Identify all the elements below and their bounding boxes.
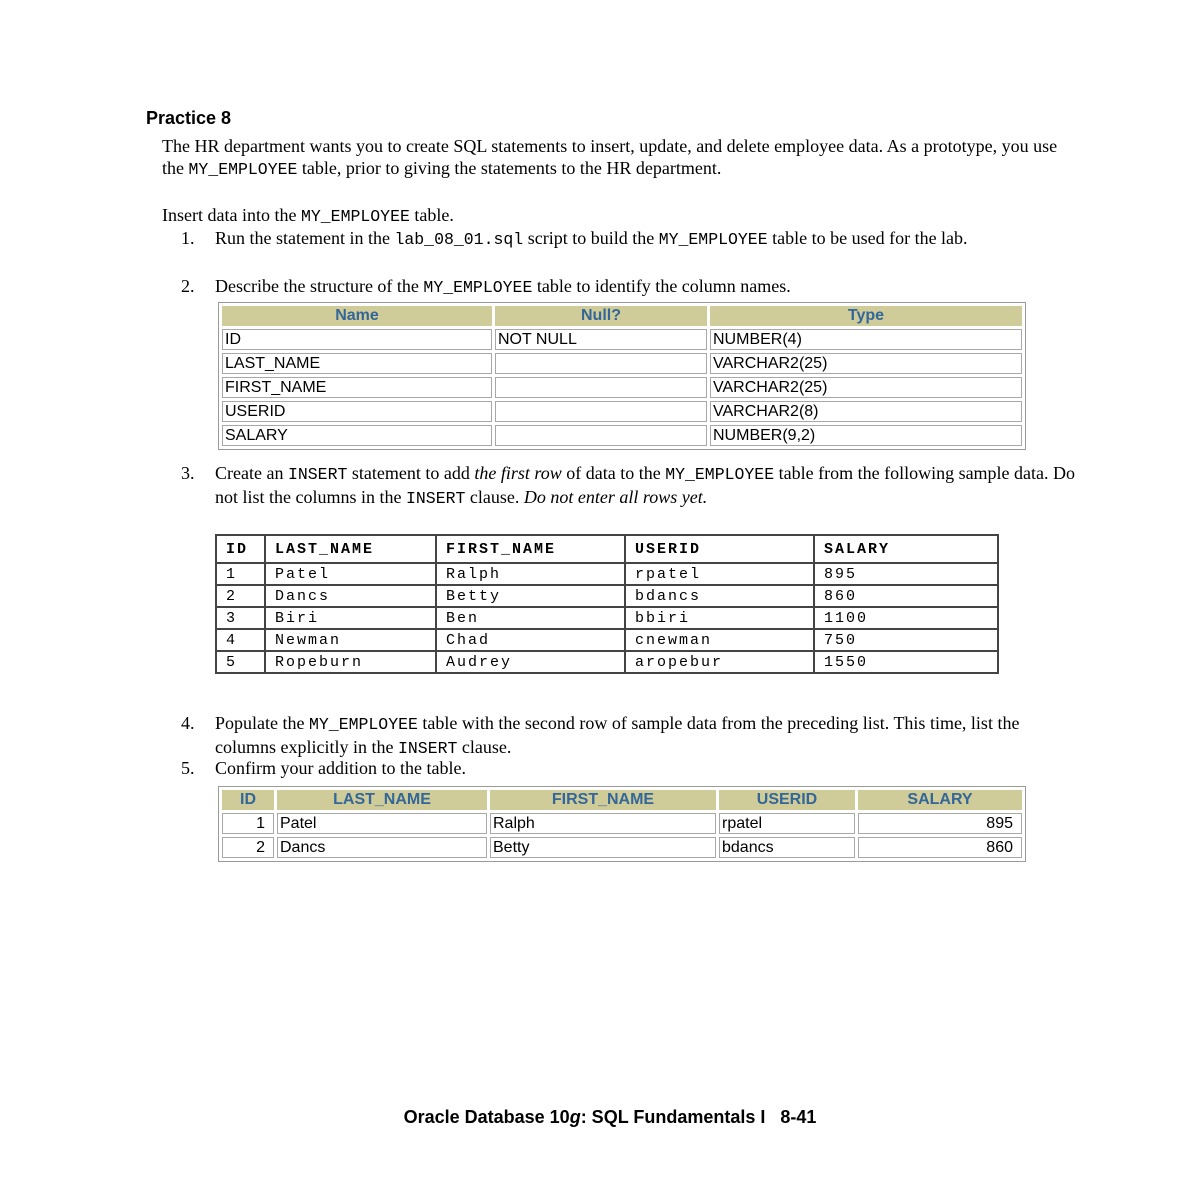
- column-header: LAST_NAME: [277, 790, 487, 810]
- column-header: ID: [216, 535, 265, 563]
- item-code: MY_EMPLOYEE: [665, 465, 775, 484]
- intro-code: MY_EMPLOYEE: [188, 160, 298, 179]
- table-cell: 1100: [814, 607, 998, 629]
- table-cell: Dancs: [265, 585, 436, 607]
- table-cell: rpatel: [625, 563, 814, 585]
- item-emphasis: the first row: [474, 463, 562, 483]
- insert-intro-code: MY_EMPLOYEE: [300, 207, 410, 226]
- item-text: clause.: [465, 487, 524, 507]
- column-header: SALARY: [858, 790, 1022, 810]
- table-row: [216, 563, 998, 585]
- table-row: [222, 329, 1022, 350]
- list-item-5: [215, 757, 1080, 779]
- item-text: of data to the: [561, 463, 666, 483]
- table-cell: Patel: [277, 813, 487, 834]
- list-item-1: [215, 227, 1080, 251]
- table-row: [222, 425, 1022, 446]
- table-cell: Patel: [265, 563, 436, 585]
- table-cell: Chad: [436, 629, 625, 651]
- table-cell: VARCHAR2(8): [710, 401, 1022, 422]
- column-header: Type: [710, 306, 1022, 326]
- intro-text: The HR department wants you to create SQL statements to insert, update, and delete employee data. As a prototype, you use the: [162, 136, 1058, 178]
- item-code: INSERT: [406, 489, 466, 508]
- column-header: Null?: [495, 306, 707, 326]
- table-cell: LAST_NAME: [222, 353, 492, 374]
- item-text: table to identify the column names.: [532, 276, 791, 296]
- table-cell: bdancs: [719, 837, 855, 858]
- table-cell: cnewman: [625, 629, 814, 651]
- result-table: [218, 786, 1026, 862]
- item-emphasis: Do not enter all rows yet.: [523, 487, 708, 507]
- table-cell: Betty: [436, 585, 625, 607]
- table-cell: Newman: [265, 629, 436, 651]
- table-row: [222, 401, 1022, 422]
- table-row: [222, 353, 1022, 374]
- table-cell: 2: [216, 585, 265, 607]
- table-cell: Betty: [490, 837, 716, 858]
- table-cell: aropebur: [625, 651, 814, 673]
- table-cell: 2: [222, 837, 274, 858]
- table-cell: 860: [814, 585, 998, 607]
- column-header: USERID: [719, 790, 855, 810]
- item-text: Describe the structure of the: [215, 276, 424, 296]
- list-item-2: [215, 275, 1080, 299]
- page-footer: [0, 1107, 1200, 1128]
- item-text: clause.: [457, 737, 512, 757]
- item-text: statement to add: [347, 463, 475, 483]
- sample-data-table: [215, 534, 999, 674]
- table-row: [222, 837, 1022, 858]
- table-cell: 4: [216, 629, 265, 651]
- table-header-row: [222, 306, 1022, 326]
- table-row: [216, 585, 998, 607]
- footer-emphasis: g: [569, 1107, 581, 1127]
- item-text: Confirm your addition to the table.: [215, 758, 466, 778]
- table-cell: 750: [814, 629, 998, 651]
- item-number-1: 1.: [181, 228, 195, 248]
- table-cell: Audrey: [436, 651, 625, 673]
- table-cell: FIRST_NAME: [222, 377, 492, 398]
- page-title: Practice 8: [146, 108, 232, 128]
- footer-text-end: : SQL Fundamentals I 8-41: [580, 1107, 817, 1127]
- table-cell: USERID: [222, 401, 492, 422]
- table-cell: [495, 377, 707, 398]
- item-text: script to build the: [523, 228, 659, 248]
- table-cell: bdancs: [625, 585, 814, 607]
- table-cell: 3: [216, 607, 265, 629]
- table-cell: 895: [858, 813, 1022, 834]
- table-cell: NOT NULL: [495, 329, 707, 350]
- table-row: [222, 377, 1022, 398]
- column-header: USERID: [625, 535, 814, 563]
- item-code: MY_EMPLOYEE: [423, 278, 533, 297]
- table-cell: Ralph: [436, 563, 625, 585]
- table-cell: SALARY: [222, 425, 492, 446]
- table-cell: [495, 425, 707, 446]
- table-cell: VARCHAR2(25): [710, 377, 1022, 398]
- table-cell: 5: [216, 651, 265, 673]
- column-header: SALARY: [814, 535, 998, 563]
- table-cell: [495, 353, 707, 374]
- table-cell: 1: [222, 813, 274, 834]
- item-text: Create an: [215, 463, 288, 483]
- footer-text: Oracle Database 10: [403, 1107, 570, 1127]
- item-number-5: 5.: [181, 758, 195, 778]
- table-cell: Ralph: [490, 813, 716, 834]
- column-header: LAST_NAME: [265, 535, 436, 563]
- table-cell: NUMBER(4): [710, 329, 1022, 350]
- table-cell: Biri: [265, 607, 436, 629]
- item-number-3: 3.: [181, 463, 195, 483]
- table-cell: 1: [216, 563, 265, 585]
- table-cell: 860: [858, 837, 1022, 858]
- insert-intro-text-end: table.: [409, 205, 454, 225]
- table-row: [216, 629, 998, 651]
- list-item-3: [215, 462, 1080, 510]
- insert-intro-paragraph: [162, 204, 1077, 228]
- table-cell: 895: [814, 563, 998, 585]
- item-code: INSERT: [397, 739, 458, 758]
- item-text: Run the statement in the: [215, 228, 395, 248]
- describe-table: [218, 302, 1026, 450]
- item-text: Populate the: [215, 713, 309, 733]
- intro-paragraph: [162, 135, 1077, 181]
- insert-intro-text: Insert data into the: [162, 205, 301, 225]
- table-row: [216, 607, 998, 629]
- item-code: INSERT: [287, 465, 348, 484]
- item-code: MY_EMPLOYEE: [308, 715, 418, 734]
- item-text: table from the following sample data. Do not list the columns in the: [215, 463, 1076, 507]
- item-text: table to be used for the lab.: [767, 228, 968, 248]
- table-cell: Ropeburn: [265, 651, 436, 673]
- column-header: FIRST_NAME: [490, 790, 716, 810]
- list-item-4: [215, 712, 1080, 760]
- table-header-row: [216, 535, 998, 563]
- item-number-2: 2.: [181, 276, 195, 296]
- table-row: [216, 651, 998, 673]
- table-cell: bbiri: [625, 607, 814, 629]
- table-header-row: [222, 790, 1022, 810]
- table-cell: VARCHAR2(25): [710, 353, 1022, 374]
- column-header: ID: [222, 790, 274, 810]
- item-code: MY_EMPLOYEE: [658, 230, 768, 249]
- table-cell: [495, 401, 707, 422]
- table-row: [222, 813, 1022, 834]
- item-number-4: 4.: [181, 713, 195, 733]
- table-cell: ID: [222, 329, 492, 350]
- column-header: Name: [222, 306, 492, 326]
- intro-text-end: table, prior to giving the statements to the HR department.: [297, 158, 722, 178]
- table-cell: rpatel: [719, 813, 855, 834]
- table-cell: NUMBER(9,2): [710, 425, 1022, 446]
- table-cell: Ben: [436, 607, 625, 629]
- table-cell: Dancs: [277, 837, 487, 858]
- item-text: table with the second row of sample data from the preceding list. This time, list the columns explicitly in the: [215, 713, 1020, 757]
- item-code: lab_08_01.sql: [394, 230, 524, 249]
- table-cell: 1550: [814, 651, 998, 673]
- column-header: FIRST_NAME: [436, 535, 625, 563]
